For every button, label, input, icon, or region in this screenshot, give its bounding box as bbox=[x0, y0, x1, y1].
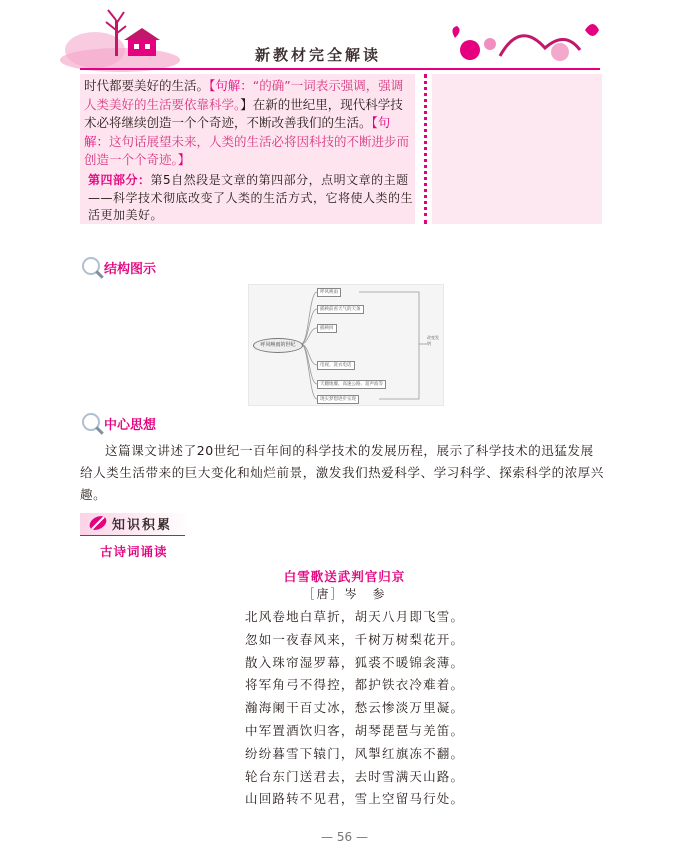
poem-line: 纷纷暮雪下辕门，风掣红旗冻不翻。 bbox=[245, 745, 465, 761]
poem-line: 山回路转不见君，雪上空留马行处。 bbox=[245, 791, 465, 807]
diagram-right-label: 改变发明 bbox=[427, 335, 439, 346]
poetry-heading: 古诗词诵读 bbox=[100, 544, 168, 559]
diagram-branch: 电视、洗衣电话 bbox=[317, 361, 355, 370]
diagram-branch: 插秧前看天气的天条 bbox=[317, 305, 364, 314]
diagram-branch: 呼风唤雨 bbox=[317, 288, 341, 297]
diagram-branch: 天翻地覆、高速公路、超声波等 bbox=[317, 380, 386, 389]
part-label: 第四部分： bbox=[88, 173, 151, 187]
header-rule bbox=[80, 68, 600, 70]
poem-line: 中军置酒饮归客，胡琴琵琶与羌笛。 bbox=[245, 722, 465, 738]
knowledge-rule bbox=[80, 535, 185, 536]
magnifier-handle bbox=[95, 270, 103, 278]
poem-line: 忽如一夜春风来，千树万树梨花开。 bbox=[245, 631, 465, 647]
diagram-center: 呼风唤雨的世纪 bbox=[253, 338, 303, 353]
note-text: “的确”一词表示强调，强调人类美好的生活要依靠科学。 bbox=[84, 78, 404, 112]
page-number: — 56 — bbox=[321, 830, 368, 844]
segment: 】在新的世纪里，现代科学技术必将继续创造一个个奇迹，不断改善我们的生活。 bbox=[84, 96, 403, 130]
margin-note-area bbox=[432, 74, 602, 224]
poem-line: 将军角弓不得控，都护铁衣冷难着。 bbox=[245, 677, 465, 693]
structure-diagram bbox=[248, 284, 444, 406]
diagram-branch: 插秧回 bbox=[317, 324, 337, 333]
magnifier-handle bbox=[95, 426, 103, 434]
poem-body bbox=[245, 606, 505, 811]
passage-text bbox=[84, 77, 414, 170]
poem-line: 北风卷地白草折，胡天八月即飞雪。 bbox=[245, 609, 465, 624]
central-text: 这篇课文讲述了20世纪一百年间的科学技术的发展历程，展示了科学技术的迅猛发展给人类生活带来的巨大变化和灿烂前景，激发我们热爱科学、学习科学、探索科学的浓厚兴趣。 bbox=[80, 443, 605, 502]
note-text: 这句话展望未来，人类的生活必将因科技的不断进步而创造一个个奇迹。 bbox=[84, 133, 410, 167]
knowledge-title: 知识积累 bbox=[112, 518, 173, 533]
poem-line: 瀚海阑干百丈冰，愁云惨淡万里凝。 bbox=[245, 700, 465, 716]
note-bracket: 【句解： bbox=[209, 78, 253, 93]
header-title: 新教材完全解读 bbox=[255, 46, 382, 64]
part-text: 第5自然段是文章的第四部分，点明文章的主题——科学技术彻底改变了人类的生活方式，它将使人类的生活更加美好。 bbox=[88, 173, 414, 222]
margin-divider bbox=[424, 74, 427, 224]
diagram-branch: 现实梦想逐步实现 bbox=[317, 395, 359, 404]
segment: 时代都要美好的生活。 bbox=[84, 78, 210, 93]
poem-author: ［唐］岑 参 bbox=[302, 587, 387, 601]
poem-line: 散入珠帘湿罗幕，狐裘不暖锦衾薄。 bbox=[245, 654, 465, 670]
part-summary bbox=[88, 172, 413, 225]
poem-title: 白雪歌送武判官归京 bbox=[283, 569, 406, 584]
note-bracket-close: 】 bbox=[177, 152, 191, 167]
structure-heading: 结构图示 bbox=[104, 262, 157, 277]
central-heading: 中心思想 bbox=[104, 418, 157, 433]
note-bracket: 【句解： bbox=[84, 115, 391, 149]
pen-icon bbox=[88, 513, 108, 533]
poem-line: 轮台东门送君去，去时雪满天山路。 bbox=[245, 768, 465, 784]
